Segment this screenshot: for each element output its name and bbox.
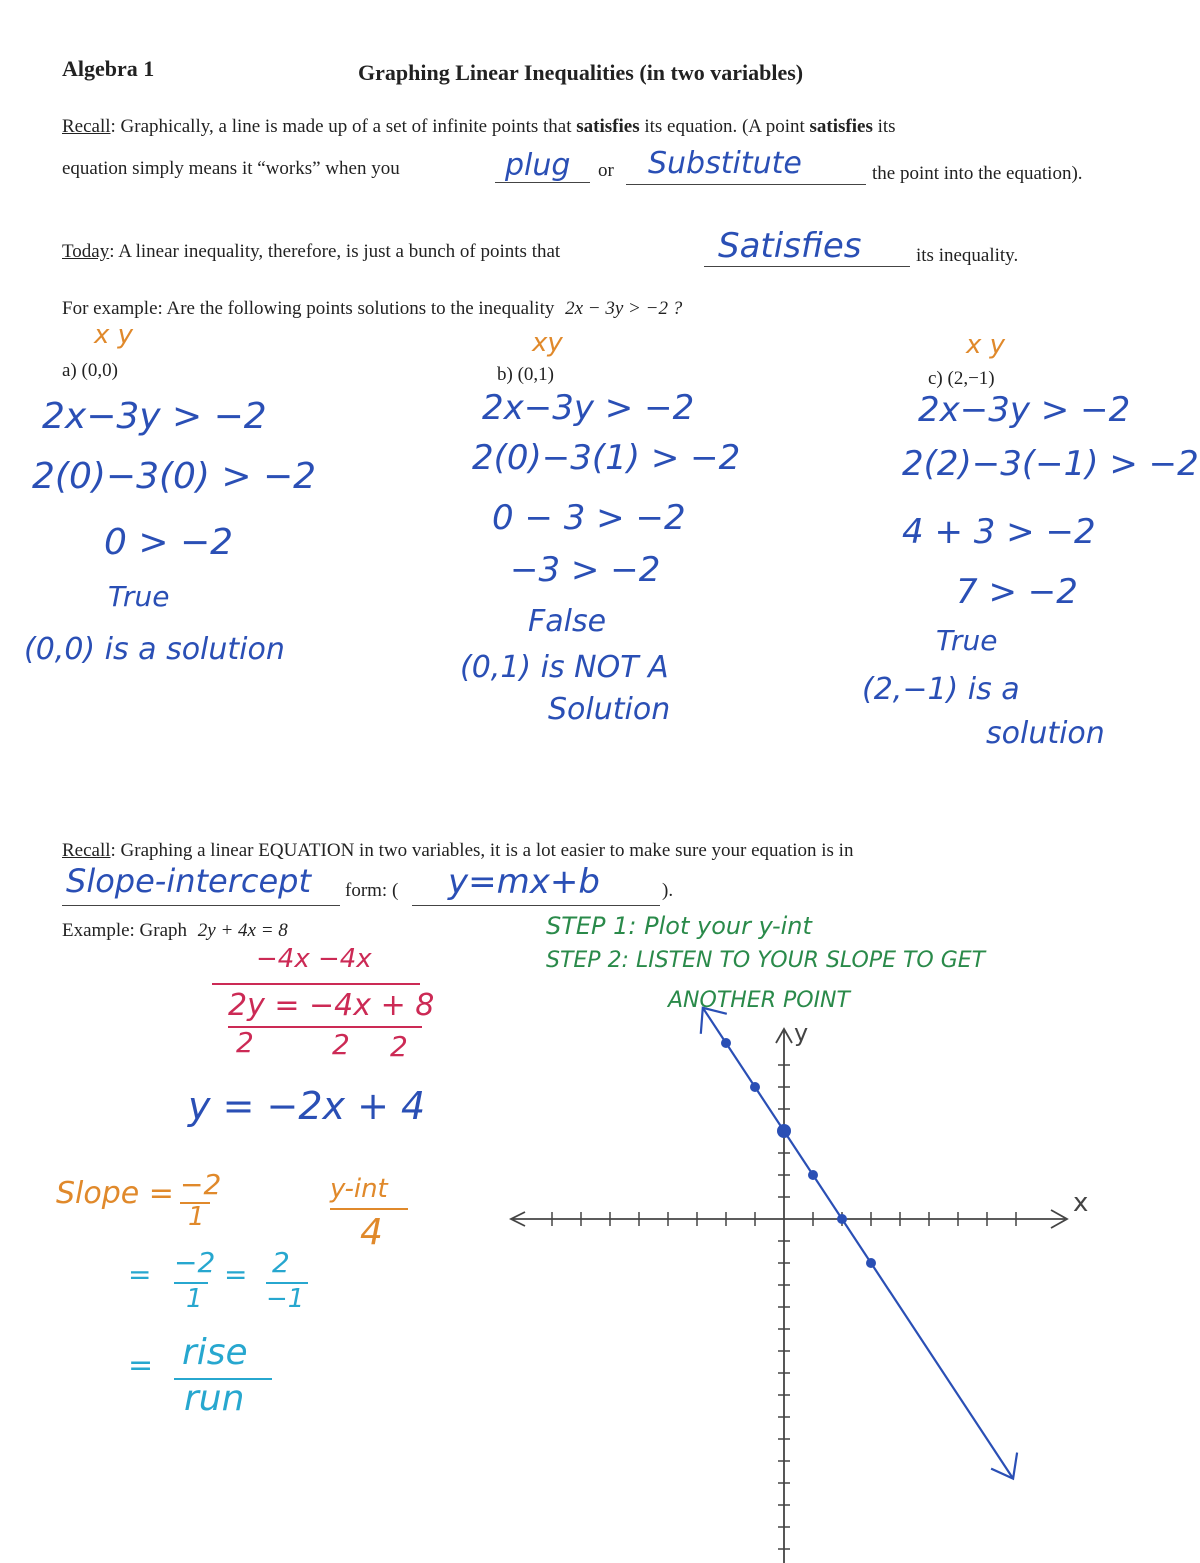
example1-prompt-text: For example: Are the following points solutions to the inequality [62,298,555,319]
work-divide-bottom-2: 2 [332,1028,350,1061]
part-a-step-2: 2(0)−3(0) > −2 [32,456,317,497]
part-c-xy: x y [966,330,1006,360]
graph-point [750,1082,760,1092]
step-2-continued: ANOTHER POINT [668,988,850,1013]
recall2-text: : Graphing a linear EQUATION in two variables, it is a lot easier to make sure your equation is in [110,840,854,861]
step-1: STEP 1: Plot your y-int [546,912,812,940]
part-b-step-1: 2x−3y > −2 [482,388,695,428]
equiv-frac1-bottom: 1 [186,1284,203,1314]
y-axis-label: y [794,1019,809,1047]
yint-value: 4 [360,1212,383,1253]
graph-point [837,1214,847,1224]
rise-label: rise [182,1332,248,1373]
part-a-conclusion: (0,0) is a solution [24,632,285,667]
recall2-form-label: form: ( [345,880,399,901]
graph-point [721,1038,731,1048]
x-axis-label: x [1073,1188,1089,1218]
recall-text-c: its [872,116,896,137]
y-intercept-point [777,1124,791,1138]
rise-run-eq: = [128,1348,154,1383]
work-divide-bottom-1: 2 [236,1026,254,1059]
work-divide-top: 2y = −4x + 8 [228,988,435,1023]
part-b-verdict: False [528,604,607,639]
equiv-frac2-bottom: −1 [266,1284,305,1314]
today-text-a: : A linear inequality, therefore, is just a bunch of points that [109,241,561,262]
answer-plug: plug [505,148,571,183]
slope-frac-top: −2 [180,1168,222,1201]
yint-label: y-int [330,1174,388,1204]
part-c-step-4: 7 > −2 [956,572,1078,612]
worksheet-title: Graphing Linear Inequalities (in two variables) [358,60,804,85]
slope-label: Slope = [56,1176,174,1211]
run-label: run [184,1378,245,1419]
part-b-step-4: −3 > −2 [510,550,661,590]
graph-point [866,1258,876,1268]
example2-prompt-text: Example: Graph [62,920,188,941]
part-a-xy: x y [94,320,134,350]
equiv-frac2-top: 2 [272,1246,290,1279]
step-2: STEP 2: LISTEN TO YOUR SLOPE TO GET [546,948,986,973]
part-c-label: c) (2,−1) [928,368,995,389]
recall2-label: Recall [62,840,111,861]
work-divide-bottom-3: 2 [390,1030,408,1063]
part-a-step-3: 0 > −2 [104,522,234,563]
part-c-step-3: 4 + 3 > −2 [902,512,1096,552]
work-subtract: −4x −4x [256,944,372,974]
part-c-step-2: 2(2)−3(−1) > −2 [902,444,1199,484]
course-title: Algebra 1 [62,56,155,81]
recall-or: or [598,160,614,181]
part-c-conclusion-1: (2,−1) is a [862,672,1020,707]
equiv-eq-2: = [224,1258,248,1291]
satisfies-bold-1: satisfies [576,116,640,137]
part-c-step-1: 2x−3y > −2 [918,390,1131,430]
graph-point [808,1170,818,1180]
example1-inequality: 2x − 3y > −2 ? [565,298,683,319]
recall-label: Recall [62,116,111,137]
part-b-step-2: 2(0)−3(1) > −2 [472,438,741,478]
part-a-label: a) (0,0) [62,360,118,381]
answer-satisfies: Satisfies [718,226,862,266]
graph-line [703,1008,1013,1479]
recall2-form-close: ). [662,880,674,901]
work-result: y = −2x + 4 [188,1084,426,1128]
recall-line-2a: equation simply means it “works” when you [62,158,400,179]
part-c-verdict: True [936,624,998,657]
example2-equation: 2y + 4x = 8 [197,920,288,941]
part-b-xy: xy [532,328,563,358]
part-b-conclusion-2: Solution [548,692,671,727]
recall-line-2b: the point into the equation). [872,163,1083,184]
part-b-label: b) (0,1) [497,364,554,385]
equiv-eq-1: = [128,1258,152,1291]
part-b-conclusion-1: (0,1) is NOT A [460,650,669,685]
answer-slope-intercept: Slope-intercept [66,862,312,900]
equiv-frac1-top: −2 [174,1246,216,1279]
part-a-verdict: True [108,580,170,613]
slope-frac-bottom: 1 [188,1202,205,1232]
recall-text-a: : Graphically, a line is made up of a set of infinite points that [110,116,577,137]
satisfies-bold-2: satisfies [809,116,873,137]
answer-substitute: Substitute [648,146,802,181]
recall-text-b: its equation. (A point [639,116,810,137]
answer-y-mx-b: y=mx+b [448,862,600,902]
part-a-step-1: 2x−3y > −2 [42,396,267,437]
part-c-conclusion-2: solution [986,716,1105,751]
today-label: Today [62,241,110,262]
graph-lines [701,1008,1017,1479]
part-b-step-3: 0 − 3 > −2 [492,498,686,538]
today-text-b: its inequality. [916,245,1019,266]
